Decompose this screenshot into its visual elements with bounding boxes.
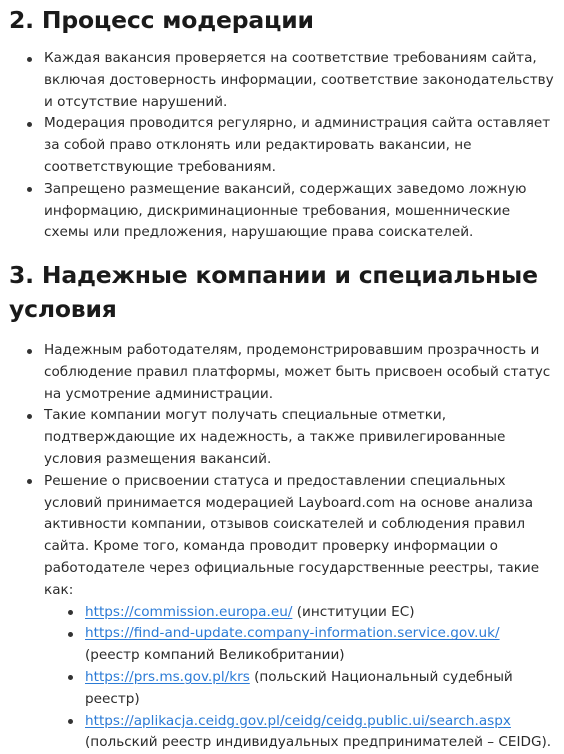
moderation-list: [24, 48, 554, 244]
list-item: Такие компании могут получать специальные отметки, подтверждающие их надежность, а также привилегированные условия размещения вакансий.: [24, 405, 554, 470]
registry-link-eu-commission[interactable]: https://commission.europa.eu/: [85, 603, 293, 620]
section-heading-moderation: 2. Процесс модерации: [9, 6, 314, 34]
list-item: Надежным работодателям, продемонстрировавшим прозрачность и соблюдение правил платформы, может быть присвоен особый статус на усмотрение администрации.: [24, 340, 554, 405]
list-item: Запрещено размещение вакансий, содержащих заведомо ложную информацию, дискриминационные требования, мошеннические схемы или предложения, нарушающие права соискателей.: [24, 179, 554, 244]
registry-note: (польский Национальный судебный реестр): [85, 668, 513, 707]
registry-note: (польский реестр индивидуальных предпринимателей – CEIDG).: [85, 734, 552, 751]
registry-link-uk-companies-house[interactable]: https://find-and-update.company-information.service.gov.uk/: [85, 625, 500, 642]
companies-list: [24, 340, 554, 754]
registry-item-pl-ceidg: [65, 711, 554, 754]
registry-list: [44, 602, 554, 754]
registry-link-pl-ceidg[interactable]: https://aplikacja.ceidg.gov.pl/ceidg/ceidg.public.ui/search.aspx: [85, 712, 511, 729]
registry-link-pl-krs[interactable]: https://prs.ms.gov.pl/krs: [85, 668, 250, 685]
registry-note: (институции ЕС): [292, 603, 415, 620]
section-heading-companies: 3. Надежные компании и специальные условия: [9, 261, 538, 323]
list-item-with-registries: [24, 471, 554, 754]
registry-item-uk-companies-house: [65, 623, 554, 667]
registry-item-eu-commission: [65, 602, 554, 624]
list-item-text: Решение о присвоении статуса и предоставлении специальных условий принимается модерацией Layboard.com на основе анализа активности компании, отзывов соискателей и соблюдения правил сайта. Кроме того, команда проводит проверку информации о работодателе через официальные государственные реестры, такие как:: [44, 472, 540, 598]
list-item: Модерация проводится регулярно, и администрация сайта оставляет за собой право отклонять или редактировать вакансии, не соответствующие требованиям.: [24, 113, 554, 178]
list-item: Каждая вакансия проверяется на соответствие требованиям сайта, включая достоверность информации, соответствие законодательству и отсутствие нарушений.: [24, 48, 554, 113]
registry-item-pl-krs: [65, 667, 554, 711]
registry-note: (реестр компаний Великобритании): [85, 647, 345, 664]
